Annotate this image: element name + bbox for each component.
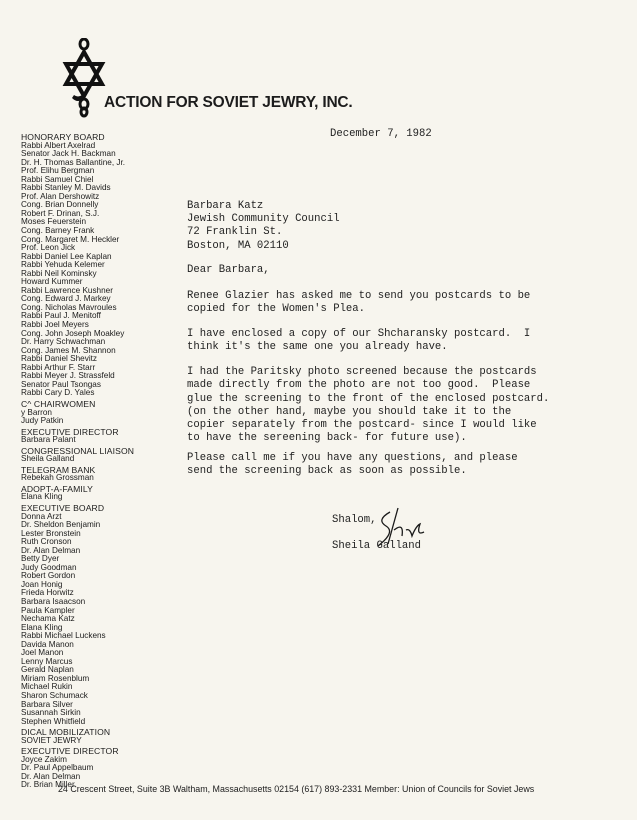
roster-name: Paula Kampler	[21, 605, 75, 615]
roster-name: Judy Patkin	[21, 416, 64, 426]
roster-name: Dr. Sheldon Benjamin	[21, 520, 101, 530]
roster-name: Rabbi Joel Meyers	[21, 320, 89, 330]
roster-heading: ADOPT-A-FAMILY	[21, 483, 93, 494]
roster-name: Betty Dyer	[21, 554, 60, 564]
roster-name: Lenny Marcus	[21, 656, 73, 666]
roster-name: Rabbi Yehuda Kelemer	[21, 260, 105, 270]
roster-name: Moses Feuerstein	[21, 217, 87, 227]
roster-name: Ruth Cronson	[21, 537, 72, 547]
roster-name: Prof. Alan Dershowitz	[21, 191, 100, 201]
roster-heading: HONORARY BOARD	[21, 132, 105, 142]
roster-name: Prof. Elihu Bergman	[21, 166, 95, 176]
roster-name: Rabbi Daniel Lee Kaplan	[21, 251, 112, 261]
roster-name: Cong. Margaret M. Heckler	[21, 234, 120, 244]
roster-name: Rabbi Lawrence Kushner	[21, 285, 113, 295]
roster-name: Dr. Brian Miller	[21, 780, 75, 790]
signer-name: Sheila Galland	[332, 540, 422, 552]
roster-name: Michael Rukin	[21, 682, 73, 692]
roster-name: Rabbi Cary D. Yales	[21, 388, 95, 398]
roster-name: y Barron	[21, 407, 52, 417]
roster-name: Cong. Barney Frank	[21, 226, 95, 236]
roster-name: Robert F. Drinan, S.J.	[21, 208, 100, 218]
roster-name: Donna Arzt	[21, 511, 62, 521]
roster-name: Rabbi Paul J. Menitoff	[21, 311, 101, 321]
recipient-line: 72 Franklin St.	[187, 226, 283, 239]
board-roster	[21, 133, 171, 792]
roster-name: Cong. Edward J. Markey	[21, 294, 111, 304]
roster-heading: C^ CHAIRWOMEN	[21, 398, 96, 409]
roster-name: Cong. James M. Shannon	[21, 345, 116, 355]
greeting: Dear Barbara,	[187, 264, 270, 276]
roster-name: Rabbi Stanley M. Davids	[21, 183, 111, 193]
paragraph-1: Renee Glazier has asked me to send you postcards to be copied for the Women's Plea.	[187, 290, 531, 316]
roster-name: Rabbi Arthur F. Starr	[21, 362, 96, 372]
roster-name: Joel Manon	[21, 648, 64, 658]
roster-heading: TELEGRAM BANK	[21, 464, 96, 475]
roster-name: Cong. John Joseph Moakley	[21, 328, 125, 338]
roster-name: Elana Kling	[21, 622, 63, 632]
letter-date: December 7, 1982	[330, 128, 432, 140]
roster-heading: EXECUTIVE DIRECTOR	[21, 746, 119, 757]
roster-heading: DICAL MOBILIZATION	[21, 727, 111, 738]
star-of-david-logo-icon	[58, 38, 110, 118]
roster-name: Rabbi Albert Axelrad	[21, 140, 96, 150]
roster-name: Dr. H. Thomas Ballantine, Jr.	[21, 157, 126, 167]
roster-name: Davida Manon	[21, 639, 74, 649]
roster-name: SOVIET JEWRY	[21, 735, 82, 745]
paragraph-3: I had the Paritsky photo screened because the postcards made directly from the photo are not too good. Please glue the screening to the front of the enclosed postcard. (on the other hand, maybe you should take it to the copier separately from the postcard- since I would like to have the sereening back- for future use).	[187, 366, 550, 445]
roster-name: Robert Gordon	[21, 571, 76, 581]
roster-name: Nechama Katz	[21, 614, 75, 624]
roster-name: Barbara Palant	[21, 435, 76, 445]
recipient-line: Boston, MA 02110	[187, 239, 289, 252]
roster-name: Howard Kummer	[21, 277, 83, 287]
organization-name: ACTION FOR SOVIET JEWRY, INC.	[104, 94, 353, 111]
roster-name: Rebekah Grossman	[21, 473, 94, 483]
roster-name: Rabbi Meyer J. Strassfeld	[21, 371, 115, 381]
roster-name: Rabbi Daniel Shevitz	[21, 354, 98, 364]
roster-name: Sharon Schumack	[21, 691, 88, 700]
roster-heading: EXECUTIVE DIRECTOR	[21, 426, 119, 437]
roster-name: Lester Bronstein	[21, 528, 81, 538]
recipient-address	[187, 200, 340, 253]
roster-name: Dr. Alan Delman	[21, 545, 81, 555]
roster-heading: EXECUTIVE BOARD	[21, 502, 105, 513]
roster-name: Barbara Silver	[21, 699, 73, 709]
roster-name: Stephen Whitfield	[21, 716, 86, 726]
paragraph-2: I have enclosed a copy of our Shcharansky postcard. I think it's the same one you already have.	[187, 328, 531, 354]
roster-name: Cong. Brian Donnelly	[21, 200, 99, 210]
roster-name: Barbara Isaacson	[21, 596, 86, 606]
roster-name: Sheila Galland	[21, 454, 75, 464]
roster-name: Frieda Horwitz	[21, 588, 74, 598]
roster-name: Rabbi Samuel Chiel	[21, 174, 94, 184]
paragraph-4: Please call me if you have any questions, and please send the screening back as soon as possible.	[187, 452, 518, 478]
closing: Shalom,	[332, 514, 377, 526]
recipient-line: Barbara Katz	[187, 200, 264, 212]
roster-name: Prof. Leon Jick	[21, 243, 76, 253]
roster-name: Judy Goodman	[21, 562, 77, 572]
roster-name: Susannah Sirkin	[21, 708, 81, 718]
roster-name: Joyce Zakim	[21, 754, 67, 764]
roster-name: Dr. Paul Appelbaum	[21, 763, 94, 773]
roster-name: Cong. Nicholas Mavroules	[21, 302, 117, 312]
roster-heading: CONGRESSIONAL LIAISON	[21, 445, 135, 456]
roster-name: Dr. Alan Delman	[21, 771, 81, 781]
roster-name: Dr. Harry Schwachman	[21, 337, 106, 347]
roster-name: Senator Jack H. Backman	[21, 149, 116, 159]
roster-name: Elana Kling	[21, 492, 63, 502]
recipient-line: Jewish Community Council	[187, 213, 340, 226]
letterhead-footer: 24 Crescent Street, Suite 3B Waltham, Massachusetts 02154 (617) 893-2331 Member: Union of Councils for Soviet Jews	[58, 784, 535, 794]
roster-name: Senator Paul Tsongas	[21, 379, 101, 389]
roster-name: Gerald Naplan	[21, 665, 74, 675]
roster-name: Rabbi Michael Luckens	[21, 631, 106, 641]
roster-name: Joan Honig	[21, 579, 63, 589]
roster-name: Rabbi Neil Kominsky	[21, 268, 97, 278]
roster-name: Miriam Rosenblum	[21, 673, 90, 683]
